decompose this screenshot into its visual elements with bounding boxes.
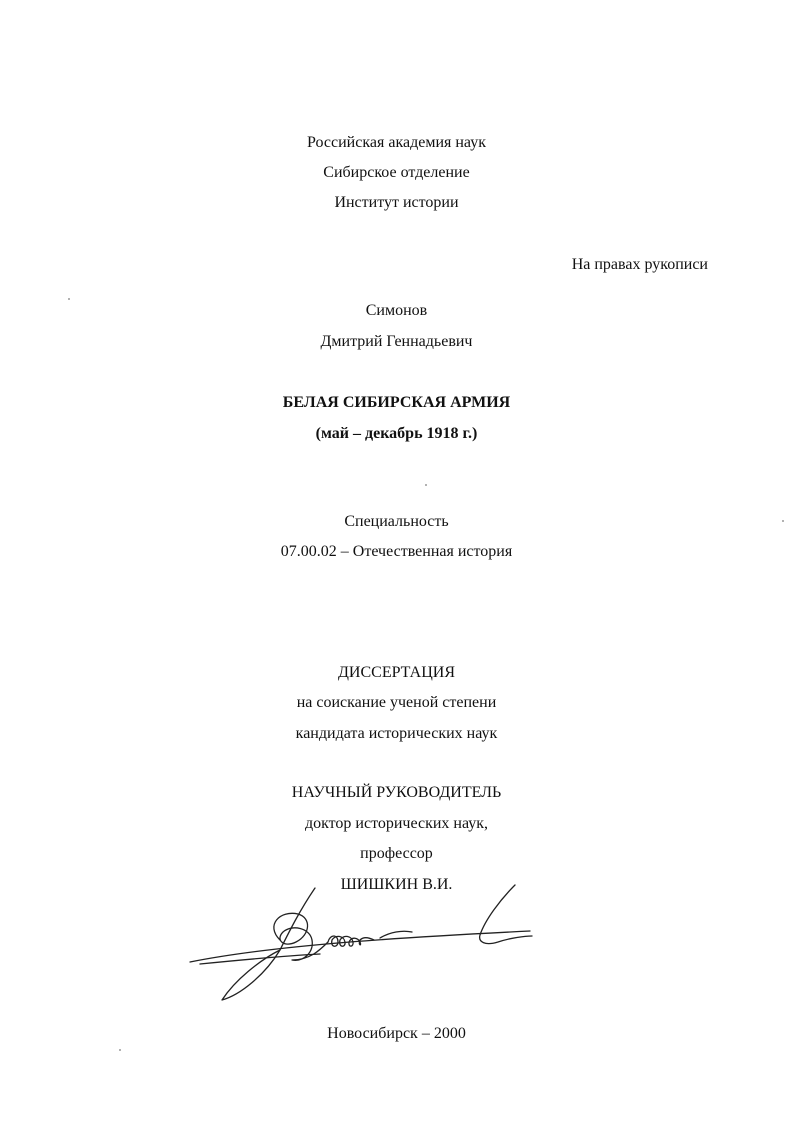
dissertation-type: ДИССЕРТАЦИЯ xyxy=(338,664,455,681)
organization-name: Российская академия наук xyxy=(307,134,486,151)
handwritten-signature xyxy=(180,880,540,1010)
institute-name: Институт истории xyxy=(334,194,459,211)
scan-speck xyxy=(425,484,427,486)
supervisor-name: ШИШКИН В.И. xyxy=(340,876,453,893)
supervisor-title: профессор xyxy=(360,845,433,862)
manuscript-note: На правах рукописи xyxy=(571,256,708,273)
specialty-label: Специальность xyxy=(344,513,449,530)
author-surname: Симонов xyxy=(365,302,428,319)
city-year: Новосибирск – 2000 xyxy=(327,1025,466,1042)
supervisor-heading: НАУЧНЫЙ РУКОВОДИТЕЛЬ xyxy=(291,784,502,801)
scan-speck xyxy=(68,298,70,300)
supervisor-degree: доктор исторических наук, xyxy=(304,815,489,832)
specialty-value: 07.00.02 – Отечественная история xyxy=(280,543,513,560)
scan-speck xyxy=(119,1049,121,1051)
thesis-period: (май – декабрь 1918 г.) xyxy=(315,425,478,442)
author-given-names: Дмитрий Геннадьевич xyxy=(320,333,473,350)
dissertation-purpose-line2: кандидата исторических наук xyxy=(295,725,498,742)
thesis-title: БЕЛАЯ СИБИРСКАЯ АРМИЯ xyxy=(282,394,511,411)
branch-name: Сибирское отделение xyxy=(323,164,470,181)
dissertation-purpose-line1: на соискание ученой степени xyxy=(296,694,497,711)
scan-speck xyxy=(782,520,784,522)
